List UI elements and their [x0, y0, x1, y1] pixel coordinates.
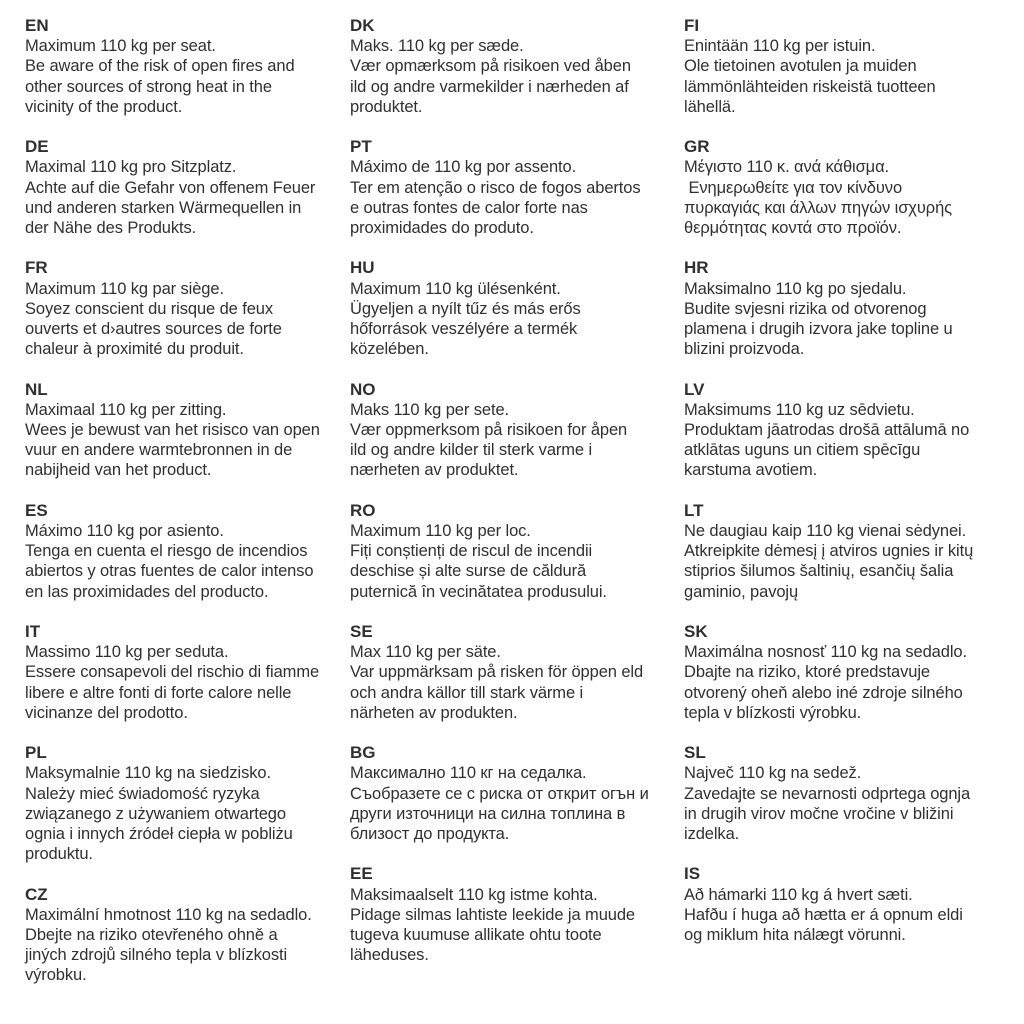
instruction-line: läheduses. [350, 946, 429, 965]
instruction-line: близост до продукта. [350, 825, 510, 844]
instruction-line: en las proximidades del producto. [25, 582, 269, 601]
instruction-line: puternică în vecinătatea produsului. [350, 582, 607, 601]
instruction-line: Massimo 110 kg per seduta. [25, 643, 229, 662]
language-block-sk [684, 622, 1014, 723]
instruction-line: e outras fontes de calor forte nas [350, 198, 588, 217]
instruction-line: plamena i drugih izvora jake topline u [684, 320, 953, 339]
instruction-line: Μέγιστο 110 κ. ανά κάθισμα. [684, 158, 890, 177]
instruction-line: Ter em atenção o risco de fogos abertos [350, 178, 641, 197]
instruction-line: Pidage silmas lahtiste leekide ja muude [350, 905, 636, 924]
instruction-line: og miklum hita nálægt vörunni. [684, 926, 906, 945]
instruction-line: in drugih virov močne vročine v bližini [684, 804, 954, 823]
instruction-line: tugeva kuumuse allikate ohtu toote [350, 926, 602, 945]
instruction-line: Maximálna nosnosť 110 kg na sedadlo. [684, 643, 967, 662]
instruction-line: blizini proizvoda. [684, 340, 805, 359]
language-code: GR [684, 137, 710, 157]
language-code: IS [684, 864, 701, 884]
language-block-is [684, 864, 1014, 945]
instruction-line: ognia i innych źródeł ciepła w pobliżu [25, 825, 293, 844]
instruction-line: Að hámarki 110 kg á hvert sæti. [684, 885, 913, 904]
instruction-line: Be aware of the risk of open fires and [25, 57, 295, 76]
instruction-line: výrobku. [25, 966, 87, 985]
language-code: IT [25, 622, 41, 642]
language-block-nl [25, 380, 347, 481]
language-block-gr [684, 137, 1014, 238]
instruction-line: vicinity of the product. [25, 97, 183, 116]
instruction-line: ouverts et d›autres sources de forte [25, 320, 282, 339]
notice-column-left [25, 16, 347, 1006]
instruction-line: Budite svjesni rizika od otvorenog [684, 299, 927, 318]
instruction-line: vuur en andere warmtebronnen in de [25, 441, 293, 460]
instruction-line: other sources of strong heat in the [25, 77, 272, 96]
instruction-line: Ole tietoinen avotulen ja muiden [684, 57, 917, 76]
instruction-line: közelében. [350, 340, 429, 359]
instruction-line: θερμότητας κοντά στο προϊόν. [684, 219, 902, 238]
instruction-line: deschise și alte surse de căldură [350, 562, 587, 581]
instruction-line: karstuma avotiem. [684, 461, 818, 480]
instruction-line: Var uppmärksam på risken för öppen eld [350, 663, 644, 682]
instruction-line: atklātas uguns un citiem spēcīgu [684, 441, 921, 460]
language-code: LT [684, 500, 704, 520]
instruction-line: vicinanze del prodotto. [25, 703, 188, 722]
instruction-line: Maximum 110 kg per loc. [350, 522, 531, 541]
language-block-ee [350, 864, 680, 965]
language-block-pt [350, 137, 680, 238]
instruction-line: Produktam jāatrodas drošā attālumā no [684, 421, 970, 440]
instruction-line: hőforrások veszélyére a termék [350, 320, 578, 339]
instruction-line: Ügyeljen a nyílt tűz és más erős [350, 299, 581, 318]
instruction-line: Съобразете се с риска от открит огън и [350, 784, 649, 803]
language-code: FI [684, 16, 700, 35]
language-block-se [350, 622, 680, 723]
language-block-de [25, 137, 347, 238]
language-block-en [25, 16, 347, 117]
notice-column-middle [350, 16, 680, 986]
language-code: RO [350, 500, 376, 520]
instruction-line: Dbajte na riziko, ktoré predstavuje [684, 663, 930, 682]
instruction-line: Maks 110 kg per sete. [350, 400, 510, 419]
instruction-line: lähellä. [684, 97, 736, 116]
language-block-cz [25, 885, 347, 986]
language-code: EN [25, 16, 49, 35]
instruction-line: Maximaal 110 kg per zitting. [25, 400, 227, 419]
instruction-line: Należy mieć świadomość ryzyka [25, 784, 260, 803]
language-block-fr [25, 258, 347, 359]
instruction-line: Maksimalno 110 kg po sjedalu. [684, 279, 907, 298]
language-code: FR [25, 258, 48, 278]
language-code: SL [684, 743, 706, 763]
language-block-hu [350, 258, 680, 359]
instruction-line: Atkreipkite dėmesį į atviros ugnies ir kitų [684, 542, 974, 561]
instruction-line: Ενημερωθείτε για τον κίνδυνο [684, 178, 903, 197]
instruction-line: Enintään 110 kg per istuin. [684, 37, 876, 56]
instruction-line: libere e altre fonti di forte calore nelle [25, 683, 292, 702]
instruction-line: Максимално 110 кг на седалка. [350, 764, 587, 783]
instruction-line: Maksymalnie 110 kg na siedzisko. [25, 764, 271, 783]
instruction-line: πυρκαγιάς και άλλων πηγών ισχυρής [684, 198, 952, 217]
language-code: BG [350, 743, 376, 763]
language-block-bg [350, 743, 680, 844]
instruction-line: Maximum 110 kg par siège. [25, 279, 224, 298]
language-code: LV [684, 379, 705, 399]
instruction-line: Fiți conștienți de riscul de incendii [350, 542, 593, 561]
instruction-line: Maksimums 110 kg uz sēdvietu. [684, 400, 915, 419]
language-code: PT [350, 137, 372, 157]
language-code: SK [684, 622, 708, 642]
instruction-line: tepla v blízkosti výrobku. [684, 703, 862, 722]
instruction-line: Essere consapevoli del rischio di fiamme [25, 663, 320, 682]
language-block-lt [684, 501, 1014, 602]
language-code: NL [25, 379, 48, 399]
instruction-line: und anderen starken Wärmequellen in [25, 198, 302, 217]
instruction-line: związanego z używaniem otwartego [25, 804, 286, 823]
language-code: ES [25, 500, 48, 520]
language-block-dk [350, 16, 680, 117]
instruction-line: nabijheid van het product. [25, 461, 212, 480]
instruction-line: Največ 110 kg na sedež. [684, 764, 862, 783]
language-block-pl [25, 743, 347, 864]
language-block-lv [684, 380, 1014, 481]
instruction-line: Maximal 110 kg pro Sitzplatz. [25, 158, 237, 177]
language-code: HU [350, 258, 375, 278]
language-block-no [350, 380, 680, 481]
instruction-line: Wees je bewust van het risisco van open [25, 421, 320, 440]
instruction-line: jiných zdrojů silného tepla v blízkosti [25, 946, 288, 965]
instruction-line: der Nähe des Produkts. [25, 219, 197, 238]
instruction-line: Maksimaalselt 110 kg istme kohta. [350, 885, 598, 904]
instruction-line: chaleur à proximité du produit. [25, 340, 244, 359]
instruction-line: produktet. [350, 97, 423, 116]
instruction-line: Hafðu í huga að hætta er á opnum eldi [684, 905, 963, 924]
instruction-line: otvorený oheň alebo iné zdroje silného [684, 683, 963, 702]
language-code: NO [350, 379, 376, 399]
instruction-line: abiertos y otras fuentes de calor intenso [25, 562, 314, 581]
instruction-line: stiprios šilumos šaltinių, esančių šalia [684, 562, 954, 581]
instruction-line: други източници на силна топлина в [350, 804, 626, 823]
instruction-line: Tenga en cuenta el riesgo de incendios [25, 542, 308, 561]
language-block-fi [684, 16, 1014, 117]
notice-column-right [684, 16, 1014, 965]
language-code: EE [350, 864, 373, 884]
instruction-line: och andra källor till stark värme i [350, 683, 584, 702]
language-block-sl [684, 743, 1014, 844]
language-block-ro [350, 501, 680, 602]
instruction-line: lämmönlähteiden riskeistä tuotteen [684, 77, 936, 96]
language-code: SE [350, 622, 373, 642]
instruction-line: gaminio, pavojų [684, 582, 799, 601]
instruction-line: izdelka. [684, 825, 740, 844]
instruction-line: ild og andre kilder til sterk varme i [350, 441, 593, 460]
instruction-line: Máximo 110 kg por asiento. [25, 522, 224, 541]
instruction-line: proximidades do produto. [350, 219, 534, 238]
language-block-it [25, 622, 347, 723]
language-code: PL [25, 743, 47, 763]
instruction-line: ild og andre varmekilder i nærheden af [350, 77, 629, 96]
instruction-line: närheten av produkten. [350, 703, 518, 722]
instruction-line: Vær oppmerksom på risikoen for åpen [350, 421, 628, 440]
instruction-line: Dbejte na riziko otevřeného ohně a [25, 926, 278, 945]
language-code: DE [25, 137, 49, 157]
language-code: DK [350, 16, 375, 35]
instruction-line: Soyez conscient du risque de feux [25, 299, 274, 318]
instruction-line: Max 110 kg per säte. [350, 643, 501, 662]
instruction-line: Achte auf die Gefahr von offenem Feuer [25, 178, 316, 197]
language-block-hr [684, 258, 1014, 359]
instruction-line: Maks. 110 kg per sæde. [350, 37, 524, 56]
instruction-line: Vær opmærksom på risikoen ved åben [350, 57, 631, 76]
language-code: CZ [25, 884, 48, 904]
instruction-line: Ne daugiau kaip 110 kg vienai sėdynei. [684, 522, 967, 541]
instruction-line: Maximum 110 kg per seat. [25, 37, 216, 56]
instruction-line: Maximum 110 kg ülésenként. [350, 279, 561, 298]
language-code: HR [684, 258, 709, 278]
instruction-line: Máximo de 110 kg por assento. [350, 158, 577, 177]
instruction-line: produktu. [25, 845, 93, 864]
instruction-line: Maximální hmotnost 110 kg na sedadlo. [25, 905, 312, 924]
instruction-line: Zavedajte se nevarnosti odprtega ognja [684, 784, 971, 803]
instruction-line: nærheten av produktet. [350, 461, 519, 480]
language-block-es [25, 501, 347, 602]
